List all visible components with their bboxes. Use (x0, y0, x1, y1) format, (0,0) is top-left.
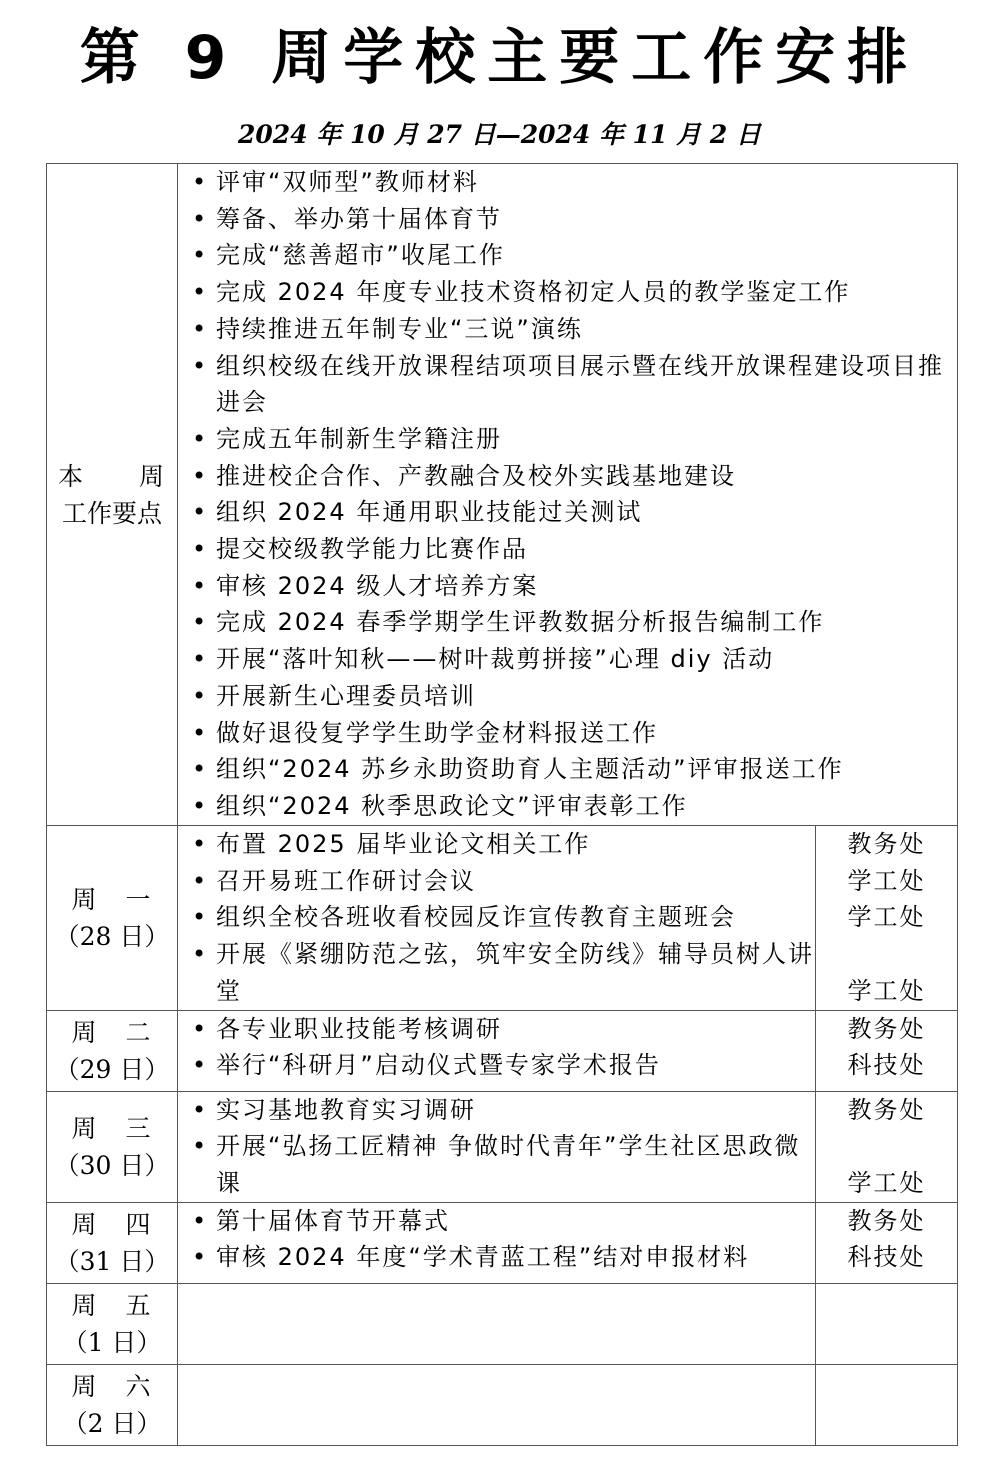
day-label (47, 1202, 178, 1283)
day-row-fri (47, 1283, 958, 1364)
day-date: （1 日） (62, 1327, 162, 1357)
list-item: • 第十届体育节开幕式 (178, 1203, 815, 1240)
list-item: • 持续推进五年制专业“三说”演练 (178, 311, 957, 348)
day-label (47, 1364, 178, 1445)
list-item: • 推进校企合作、产教融合及校外实践基地建设 (178, 458, 957, 495)
dept-label: 教务处 (847, 1095, 926, 1124)
list-item: • 组织 2024 年通用职业技能过关测试 (178, 494, 957, 531)
week-points-row (47, 164, 958, 826)
day-items (178, 826, 815, 1010)
day-label (47, 1283, 178, 1364)
day-name: 周 四 (71, 1209, 153, 1239)
day-label (47, 1010, 178, 1091)
dept-column (816, 826, 958, 1011)
list-item: • 完成 2024 年度专业技术资格初定人员的教学鉴定工作 (178, 274, 957, 311)
list-item: • 组织“2024 苏乡永助资助育人主题活动”评审报送工作 (178, 751, 957, 788)
dept-column (816, 1202, 958, 1283)
dept-label: 学工处 (847, 976, 926, 1005)
dept-label: 科技处 (847, 1243, 926, 1272)
label-line1: 本 周 (57, 461, 166, 491)
date-range: 2024 年 10 月 27 日—2024 年 11 月 2 日 (238, 120, 761, 149)
day-name: 周 一 (71, 884, 153, 914)
list-item: • 完成 2024 春季学期学生评教数据分析报告编制工作 (178, 604, 957, 641)
list-item: • 完成“慈善超市”收尾工作 (178, 237, 957, 274)
list-item: • 开展“弘扬工匠精神 争做时代青年”学生社区思政微课 (178, 1128, 815, 1201)
list-item: • 开展新生心理委员培训 (178, 678, 957, 715)
day-name: 周 三 (71, 1113, 153, 1143)
week-points-label (47, 164, 178, 826)
list-item: • 提交校级教学能力比赛作品 (178, 531, 957, 568)
day-name: 周 二 (71, 1017, 153, 1047)
day-name: 周 五 (71, 1290, 153, 1320)
day-date: （31 日） (54, 1246, 170, 1276)
list-item: • 布置 2025 届毕业论文相关工作 (178, 826, 815, 863)
label-line2: 工作要点 (61, 498, 162, 528)
list-item: • 完成五年制新生学籍注册 (178, 421, 957, 458)
dept-column (816, 1091, 958, 1202)
day-row-mon (47, 826, 958, 1011)
dept-column (816, 1010, 958, 1091)
day-date: （30 日） (54, 1150, 170, 1180)
list-item: • 组织校级在线开放课程结项项目展示暨在线开放课程建设项目推进会 (178, 348, 957, 421)
day-items (178, 1203, 815, 1276)
dept-label: 教务处 (847, 830, 926, 858)
list-item: • 组织全校各班收看校园反诈宣传教育主题班会 (178, 899, 815, 936)
schedule-table (46, 163, 958, 1446)
list-item: • 筹备、举办第十届体育节 (178, 201, 957, 238)
week-points-list (178, 164, 957, 825)
day-items (178, 1092, 815, 1202)
day-row-wed (47, 1091, 958, 1202)
dept-label: 学工处 (847, 903, 926, 932)
dept-label: 学工处 (847, 1168, 926, 1197)
day-items-empty (178, 1364, 816, 1445)
list-item: • 做好退役复学学生助学金材料报送工作 (178, 715, 957, 752)
day-items-empty (178, 1283, 816, 1364)
dept-label: 教务处 (847, 1014, 926, 1043)
list-item: • 开展《紧绷防范之弦，筑牢安全防线》辅导员树人讲堂 (178, 936, 815, 1009)
list-item: • 组织“2024 秋季思政论文”评审表彰工作 (178, 788, 957, 825)
list-item: • 评审“双师型”教师材料 (178, 164, 957, 201)
day-items (178, 1011, 815, 1084)
day-date: （28 日） (54, 921, 170, 951)
list-item: • 举行“科研月”启动仪式暨专家学术报告 (178, 1047, 815, 1084)
day-date: （2 日） (62, 1408, 162, 1438)
day-label (47, 1091, 178, 1202)
page-title: 第 9 周学校主要工作安排 (79, 23, 920, 93)
list-item: • 实习基地教育实习调研 (178, 1092, 815, 1129)
day-date: （29 日） (54, 1054, 170, 1084)
dept-column-empty (816, 1364, 958, 1445)
list-item: • 各专业职业技能考核调研 (178, 1011, 815, 1048)
dept-label: 科技处 (847, 1051, 926, 1080)
dept-label: 学工处 (847, 866, 926, 895)
day-label (47, 826, 178, 1011)
list-item: • 召开易班工作研讨会议 (178, 863, 815, 900)
list-item: • 开展“落叶知秋——树叶裁剪拼接”心理 diy 活动 (178, 641, 957, 678)
list-item: • 审核 2024 级人才培养方案 (178, 568, 957, 605)
day-name: 周 六 (71, 1371, 153, 1401)
day-row-thu (47, 1202, 958, 1283)
dept-label: 教务处 (847, 1206, 926, 1235)
dept-column-empty (816, 1283, 958, 1364)
day-row-tue (47, 1010, 958, 1091)
day-row-sat (47, 1364, 958, 1445)
list-item: • 审核 2024 年度“学术青蓝工程”结对申报材料 (178, 1239, 815, 1276)
